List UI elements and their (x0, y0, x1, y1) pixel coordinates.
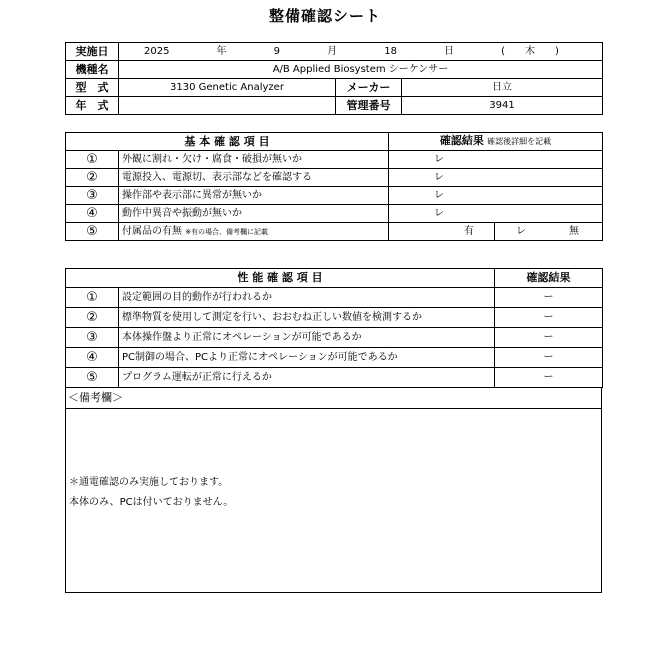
remarks-line-1: ＊通電確認のみ実施しております。 (69, 477, 229, 488)
basic-check-table (65, 132, 603, 241)
accessory-none: 無 (569, 225, 579, 237)
model-name-label: 機種名 (66, 61, 119, 79)
item-text: 本体操作盤より正常にオペレーションが可能であるか (119, 328, 495, 348)
model-value: 3130 Genetic Analyzer (119, 79, 336, 97)
mgmt-label: 管理番号 (336, 97, 402, 115)
item-result: レ (389, 205, 603, 223)
model-label: 型 式 (66, 79, 119, 97)
item-number: ③ (66, 328, 119, 348)
year-unit: 年 (216, 45, 227, 57)
page-title: 整備確認シート (268, 7, 381, 25)
table-row (66, 223, 603, 241)
basic-header: 基 本 確 認 項 目 (66, 133, 389, 151)
performance-result-header: 確認結果 (495, 269, 603, 288)
item-result: レ (389, 169, 603, 187)
remarks-box (65, 388, 602, 593)
item-result: レ (389, 151, 603, 169)
item-result: ー (495, 348, 603, 368)
item-text: プログラム運転が正常に行えるか (119, 368, 495, 388)
date-label: 実施日 (66, 43, 119, 61)
item-number: ③ (66, 187, 119, 205)
item-result: ー (495, 368, 603, 388)
item-number: ① (66, 151, 119, 169)
item-result: レ (389, 187, 603, 205)
item-text: 設定範囲の目的動作が行われるか (119, 288, 495, 308)
item-number: ⑤ (66, 223, 119, 241)
table-row (66, 368, 603, 388)
item-text: 電源投入、電源切、表示部などを確認する (119, 169, 389, 187)
year-model-label: 年 式 (66, 97, 119, 115)
item-number: ② (66, 308, 119, 328)
accessory-label: 付属品の有無 (122, 225, 182, 237)
month-value: 9 (273, 45, 281, 57)
basic-result-header (389, 133, 603, 151)
basic-result-note: 確認後詳細を記載 (487, 137, 552, 146)
maker-label: メーカー (336, 79, 402, 97)
table-row (66, 205, 603, 223)
table-row (66, 169, 603, 187)
item-result: ー (495, 308, 603, 328)
day-value: 18 (384, 45, 397, 57)
weekday-value: ( 木 ) (501, 45, 559, 57)
remarks-label: ＜備考欄＞ (66, 388, 601, 409)
item-number: ① (66, 288, 119, 308)
model-name-value: A/B Applied Biosystem シーケンサー (119, 61, 603, 79)
table-row (66, 151, 603, 169)
info-table (65, 42, 603, 115)
item-text: 操作部や表示部に異常が無いか (119, 187, 389, 205)
item-text (119, 223, 389, 241)
item-number: ④ (66, 205, 119, 223)
item-result: ー (495, 288, 603, 308)
performance-check-table (65, 268, 603, 388)
table-row (66, 328, 603, 348)
table-row (66, 288, 603, 308)
table-row (66, 308, 603, 328)
item-result: ー (495, 328, 603, 348)
year-value: 2025 (144, 45, 170, 57)
day-unit: 日 (444, 45, 455, 57)
item-number: ⑤ (66, 368, 119, 388)
maker-value: 日立 (402, 79, 603, 97)
item-text: 外観に割れ・欠け・腐食・破損が無いか (119, 151, 389, 169)
year-model-value (119, 97, 336, 115)
item-text: 標準物質を使用して測定を行い、おおむね正しい数値を検測するか (119, 308, 495, 328)
table-row (66, 348, 603, 368)
table-row (66, 187, 603, 205)
item-number: ④ (66, 348, 119, 368)
item-text: PC制御の場合、PCより正常にオペレーションが可能であるか (119, 348, 495, 368)
item-number: ② (66, 169, 119, 187)
month-unit: 月 (327, 45, 338, 57)
accessory-mark: レ (516, 225, 526, 237)
performance-header: 性 能 確 認 項 目 (66, 269, 495, 288)
basic-result-title: 確認結果 (439, 134, 484, 147)
item-text: 動作中異音や振動が無いか (119, 205, 389, 223)
remarks-line-2: 本体のみ、PCは付いておりません。 (69, 497, 234, 508)
accessory-none-cell (495, 223, 603, 241)
accessory-note: ※有の場合、備考欄に記載 (185, 227, 269, 236)
date-value (119, 43, 603, 61)
accessory-yes: 有 (389, 223, 495, 241)
mgmt-value: 3941 (402, 97, 603, 115)
